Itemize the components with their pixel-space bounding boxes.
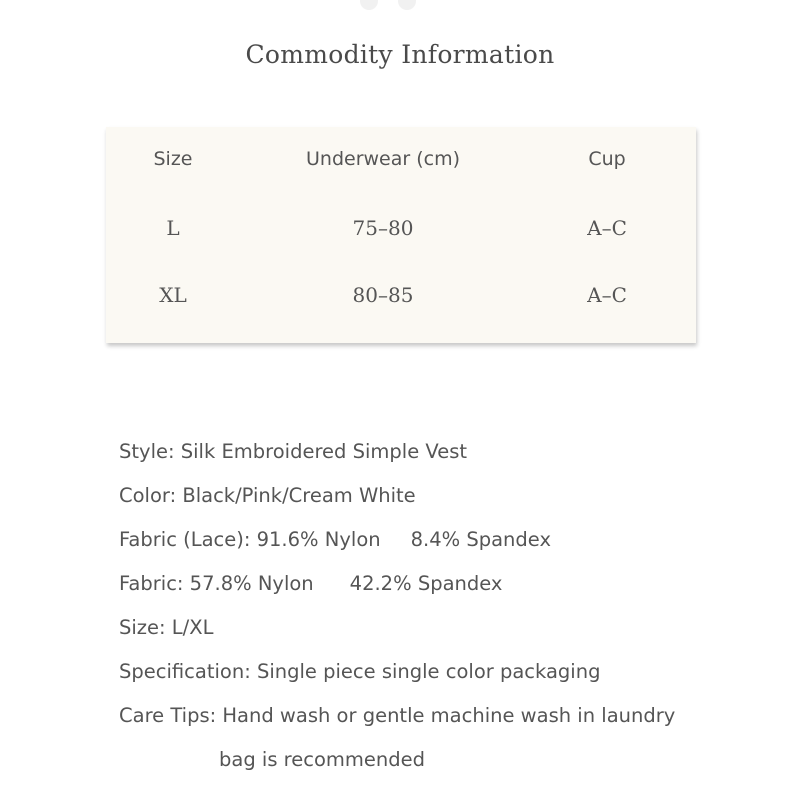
decorative-dot [398, 0, 416, 10]
info-style: Style: Silk Embroidered Simple Vest [119, 440, 468, 463]
info-fabric-lace [119, 524, 759, 568]
info-care-tips-continued: bag is recommended [219, 748, 426, 771]
table-cell-cup: A–C [587, 283, 627, 307]
info-fabric-nylon: Fabric: 57.8% Nylon [119, 572, 314, 595]
info-size: Size: L/XL [119, 616, 214, 639]
decorative-dot [360, 0, 378, 10]
product-info-list [119, 436, 759, 788]
table-cell-size: L [166, 216, 180, 240]
info-care-tips: Care Tips: Hand wash or gentle machine wash in laundry [119, 704, 676, 727]
table-cell-underwear: 75–80 [352, 216, 414, 240]
table-header-size: Size [153, 148, 193, 170]
top-decoration [356, 0, 426, 14]
size-table [106, 127, 696, 343]
info-fabric-spandex: 42.2% Spandex [349, 572, 503, 595]
info-fabric-lace-spandex: 8.4% Spandex [410, 528, 551, 551]
table-cell-cup: A–C [587, 216, 627, 240]
table-header-underwear: Underwear (cm) [305, 148, 461, 170]
table-cell-underwear: 80–85 [352, 283, 414, 307]
table-header-cup: Cup [588, 148, 626, 170]
info-specification: Specification: Single piece single color packaging [119, 660, 601, 683]
info-fabric [119, 568, 759, 612]
info-fabric-lace-nylon: Fabric (Lace): 91.6% Nylon [119, 528, 381, 551]
table-cell-size: XL [159, 283, 187, 307]
page-title: Commodity Information [245, 40, 555, 69]
info-color: Color: Black/Pink/Cream White [119, 484, 416, 507]
